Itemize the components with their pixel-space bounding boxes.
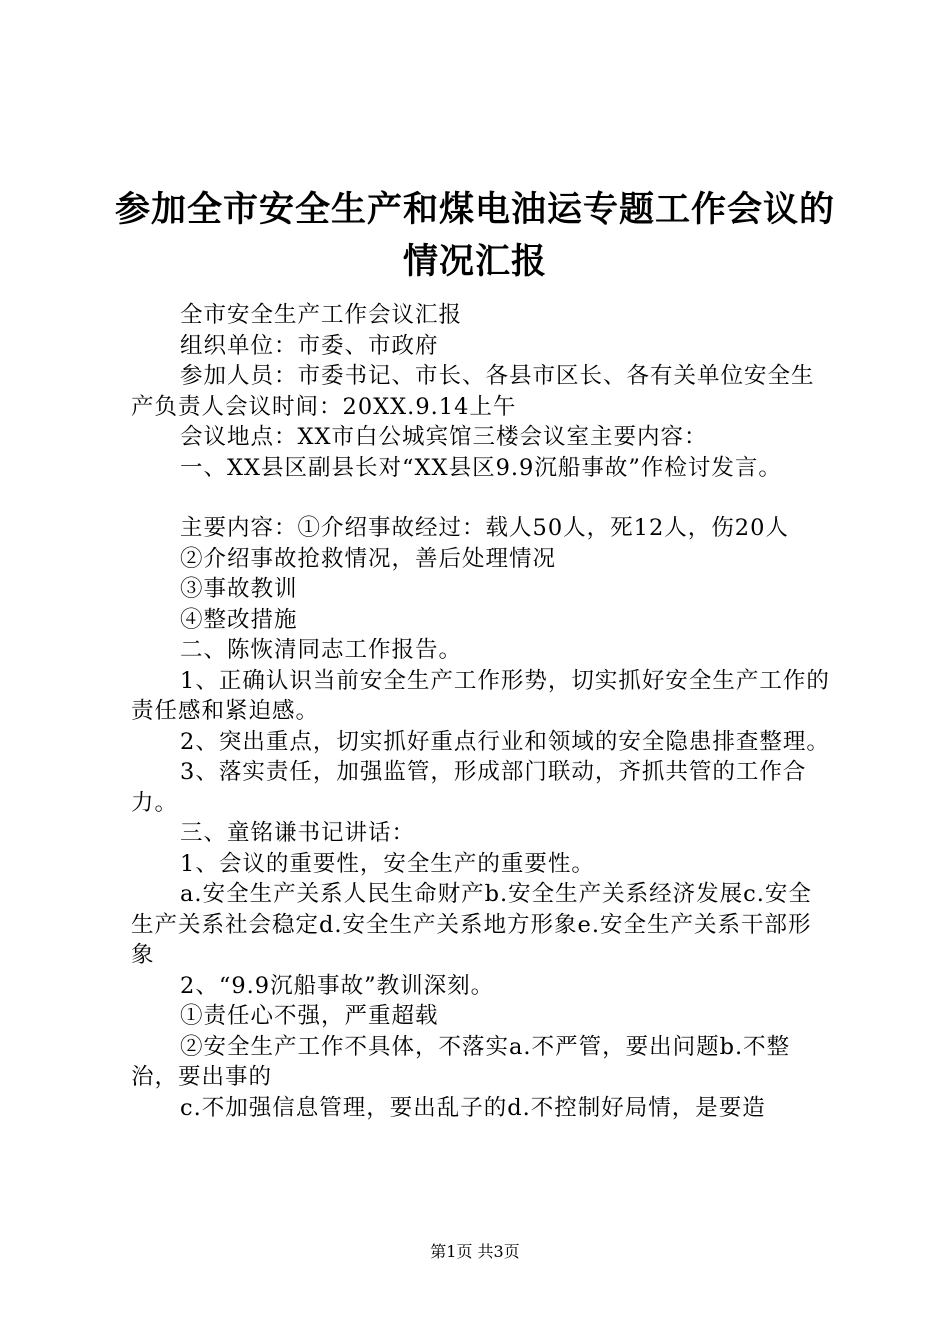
document-body: [131, 300, 833, 1123]
paragraph: ④整改措施: [180, 606, 298, 633]
paragraph: 2、“9.9沉船事故”教训深刻。: [180, 972, 495, 999]
paragraph: 组织单位：市委、市政府: [180, 332, 439, 359]
paragraph: 1、会议的重要性，安全生产的重要性。: [180, 850, 595, 877]
paragraph: 主要内容：①介绍事故经过：载人50人，死12人，伤20人: [180, 515, 789, 541]
paragraph: ①责任心不强，严重超载: [180, 1003, 439, 1029]
document-title-line-1: 参加全市安全生产和煤电油运专题工作会议的: [114, 189, 835, 230]
paragraph: 3、落实责任，加强监管，形成部门联动，齐抓共管的工作合力。: [131, 759, 807, 816]
paragraph: 1、正确认识当前安全生产工作形势，切实抓好安全生产工作的责任感和紧迫感。: [131, 667, 830, 724]
paragraph: ③事故教训: [180, 576, 298, 602]
paragraph: ②介绍事故抢救情况，善后处理情况: [180, 545, 557, 572]
document-title-line-2: 情况汇报: [402, 241, 547, 282]
page-footer: 第1页 共3页: [430, 1242, 520, 1261]
paragraph: 参加人员：市委书记、市长、各县市区长、各有关单位安全生产负责人会议时间：20XX.9.14上午: [131, 363, 815, 420]
paragraph: 会议地点：XX市白公城宾馆三楼会议室主要内容：: [180, 424, 708, 450]
paragraph: ②安全生产工作不具体，不落实a.不严管，要出问题b.不整治，要出事的: [131, 1033, 791, 1090]
paragraph: 三、童铭谦书记讲话：: [180, 820, 416, 846]
paragraph: 全市安全生产工作会议汇报: [180, 302, 463, 328]
paragraph: 一、XX县区副县长对“XX县区9.9沉船事故”作检讨发言。: [180, 454, 782, 481]
paragraph: 二、陈恢清同志工作报告。: [180, 637, 463, 663]
paragraph: c.不加强信息管理，要出乱子的d.不控制好局情，是要造: [180, 1094, 766, 1121]
paragraph: 2、突出重点，切实抓好重点行业和领域的安全隐患排查整理。: [180, 728, 830, 755]
paragraph: a.安全生产关系人民生命财产b.安全生产关系经济发展c.安全生产关系社会稳定d.安全生产关系地方形象e.安全生产关系干部形象: [131, 881, 812, 968]
